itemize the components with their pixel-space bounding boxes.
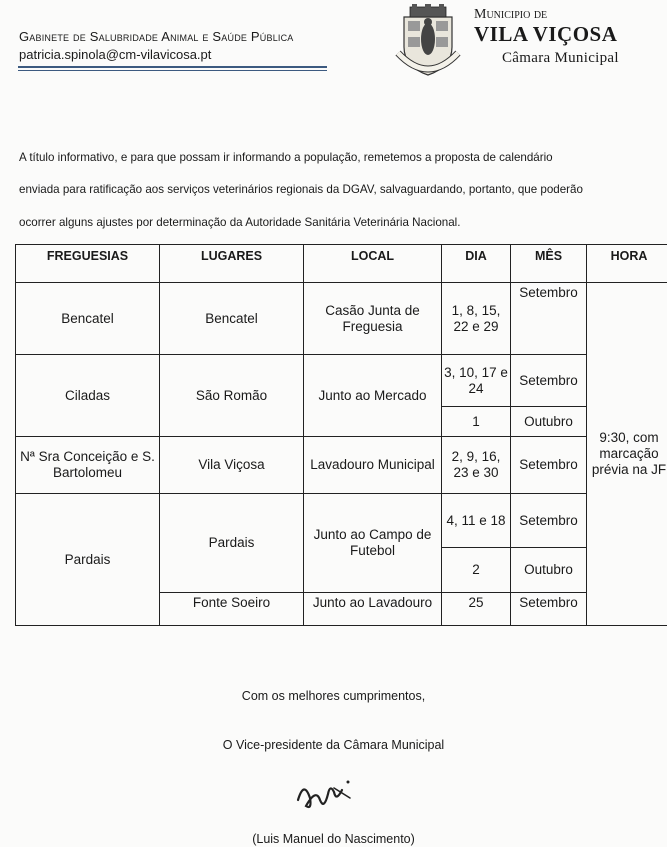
lugar-cell: São Romão <box>160 355 304 437</box>
lugar-cell: Vila Viçosa <box>160 437 304 494</box>
mes-cell: Outubro <box>511 548 587 593</box>
dia-cell: 4, 11 e 18 <box>442 494 511 548</box>
local-cell: Casão Junta de Freguesia <box>304 283 442 355</box>
dia-cell: 3, 10, 17 e 24 <box>442 355 511 407</box>
lugar-cell: Fonte Soeiro <box>160 593 304 626</box>
town-name: VILA VIÇOSA <box>474 22 618 46</box>
table-row <box>16 494 667 548</box>
mes-cell: Setembro <box>511 494 587 548</box>
email-address: patricia.spinola@cm-vilavicosa.pt <box>19 47 212 62</box>
table-row <box>16 283 667 355</box>
freguesia-cell: Nª Sra Conceição e S. Bartolomeu <box>16 437 160 494</box>
hora-cell: 9:30, com marcação prévia na JF <box>587 283 667 626</box>
header-rule <box>18 66 327 68</box>
dia-cell: 2, 9, 16, 23 e 30 <box>442 437 511 494</box>
local-cell: Lavadouro Municipal <box>304 437 442 494</box>
header-lugares: LUGARES <box>160 245 304 283</box>
mes-cell: Setembro <box>511 593 587 626</box>
header-hora: HORA <box>587 245 667 283</box>
mes-cell: Outubro <box>511 407 587 437</box>
table-header-row <box>16 245 667 283</box>
lugar-cell: Pardais <box>160 494 304 593</box>
intro-line-3: ocorrer alguns ajustes por determinação da Autoridade Sanitária Veterinária Nacional. <box>19 216 461 229</box>
local-cell: Junto ao Campo de Futebol <box>304 494 442 593</box>
header-mes: MÊS <box>511 245 587 283</box>
header-freguesias: FREGUESIAS <box>16 245 160 283</box>
closing-greeting: Com os melhores cumprimentos, <box>241 689 426 703</box>
intro-line-1: A título informativo, e para que possam ir informando a população, remetemos a proposta de calendário <box>19 151 553 164</box>
council-name: Câmara Municipal <box>502 50 619 66</box>
signature-icon <box>290 770 360 818</box>
header-local: LOCAL <box>304 245 442 283</box>
mes-cell: Setembro <box>511 437 587 494</box>
signatory-name: (Luis Manuel do Nascimento) <box>252 832 415 846</box>
mes-cell: Setembro <box>511 355 587 407</box>
intro-line-2: enviada para ratificação aos serviços veterinários regionais da DGAV, salvaguardando, portanto, que poderão <box>19 183 583 196</box>
local-cell: Junto ao Lavadouro <box>304 593 442 626</box>
signatory-role: O Vice-presidente da Câmara Municipal <box>222 738 445 752</box>
header-dia: DIA <box>442 245 511 283</box>
local-cell: Junto ao Mercado <box>304 355 442 437</box>
freguesia-cell: Ciladas <box>16 355 160 437</box>
dia-cell: 2 <box>442 548 511 593</box>
freguesia-cell: Pardais <box>16 494 160 626</box>
freguesia-cell: Bencatel <box>16 283 160 355</box>
department-name: Gabinete de Salubridade Animal e Saúde Pública <box>19 29 294 44</box>
mes-cell: Setembro <box>511 283 587 355</box>
table-row <box>16 437 667 494</box>
header-rule-thin <box>18 70 327 71</box>
municipal-crest-icon <box>394 3 462 79</box>
dia-cell: 1, 8, 15, 22 e 29 <box>442 283 511 355</box>
lugar-cell: Bencatel <box>160 283 304 355</box>
schedule-table <box>15 244 667 626</box>
table-row <box>16 355 667 407</box>
dia-cell: 1 <box>442 407 511 437</box>
municipality-label: Municipio de <box>474 7 548 22</box>
dia-cell: 25 <box>442 593 511 626</box>
